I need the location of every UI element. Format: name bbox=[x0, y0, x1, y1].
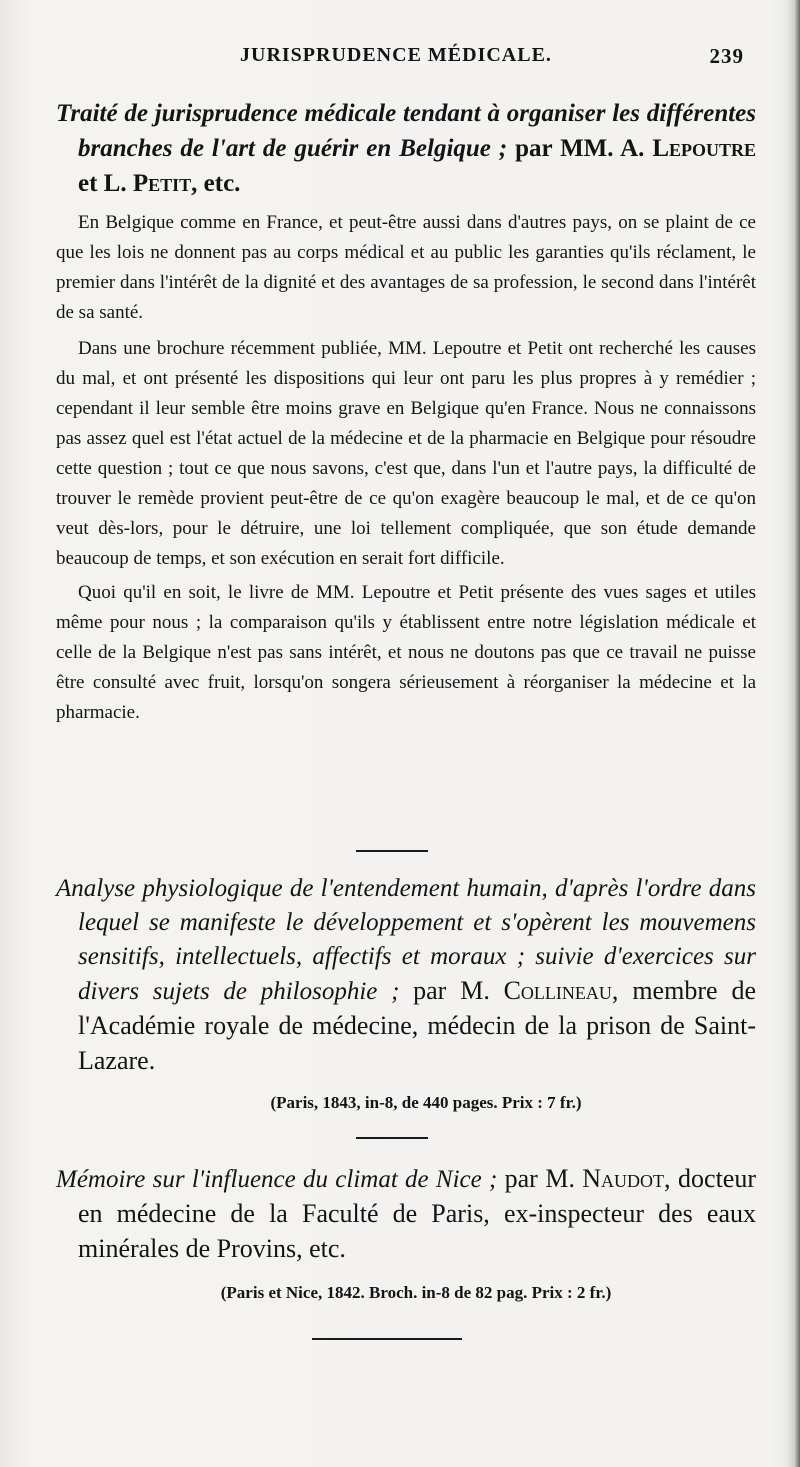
review1-title-block bbox=[56, 96, 756, 201]
review3-title-block bbox=[56, 1162, 756, 1267]
review2-publication: (Paris, 1843, in-8, de 440 pages. Prix : 7 fr.) bbox=[270, 1093, 582, 1112]
review3-author-desc: , docteur en médecine de la Faculté de Paris, ex-inspecteur des eaux minérales de Provins, etc. bbox=[78, 1164, 757, 1263]
section-divider bbox=[356, 850, 428, 852]
review1-paragraph: En Belgique comme en France, et peut-être aussi dans d'autres pays, on se plaint de ce que les lois ne donnent pas au corps médical et au public les garanties qu'ils réclament, le premier dans l'intérêt de la dignité et des avantages de sa profession, le second dans l'intérêt de sa santé. bbox=[56, 212, 756, 323]
closing-rule bbox=[312, 1338, 462, 1340]
review3-author: Naudot bbox=[582, 1164, 665, 1193]
review1-by-prefix: par MM. A. bbox=[515, 135, 645, 162]
review1-author2: Petit bbox=[132, 170, 192, 197]
review1-suffix: , etc. bbox=[191, 170, 241, 197]
page-number: 239 bbox=[709, 44, 744, 68]
review3-publication: (Paris et Nice, 1842. Broch. in-8 de 82 pag. Prix : 2 fr.) bbox=[220, 1283, 612, 1302]
review1-author1: Lepoutre bbox=[652, 135, 757, 162]
review1-title: Traité de jurisprudence médicale tendant à organiser les différentes branches de l'art de guérir en Belgique ; bbox=[56, 100, 756, 162]
review2-by-prefix: par M. bbox=[413, 976, 490, 1005]
review2-author: Collineau bbox=[503, 976, 612, 1005]
review1-body bbox=[56, 208, 756, 728]
review2-title: Analyse physiologique de l'entendement humain, d'après l'ordre dans lequel se manifeste le développement et s'opèrent les mouvemens sensitifs, intellectuels, affectifs et moraux ; suivie d'exercices sur divers sujets de philosophie ; bbox=[56, 875, 756, 1005]
review3-by-prefix: par M. bbox=[504, 1164, 575, 1193]
review3-title: Mémoire sur l'influence du climat de Nice ; bbox=[56, 1166, 498, 1193]
review-lepoutre-petit bbox=[56, 96, 756, 201]
review-naudot bbox=[56, 1162, 756, 1303]
review1-paragraph: Dans une brochure récemment publiée, MM. Lepoutre et Petit ont recherché les causes du mal, et ont présenté les dispositions qui leur ont paru les plus propres à y remédier ; cependant il leur semble être moins grave en Belgique qu'en France. Nous ne connaissons pas assez quel est l'état actuel de la médecine et de la pharmacie en Belgique pour résoudre cette question ; tout ce que nous savons, c'est que, dans l'un et l'autre pays, la difficulté de trouver le remède provient peut-être de ce qu'on exagère beaucoup le mal, et de ce qu'on veut dès-lors, pour le détruire, une loi tellement compliquée, que son étude demande beaucoup de temps, et son exécution en serait fort difficile. bbox=[56, 338, 756, 569]
review2-title-block bbox=[56, 872, 756, 1079]
running-title: JURISPRUDENCE MÉDICALE. bbox=[240, 44, 552, 66]
review2-author-desc: , membre de l'Académie royale de médecine, médecin de la prison de Saint-Lazare. bbox=[78, 976, 756, 1075]
page-edge-shadow bbox=[786, 0, 800, 1467]
review-collineau bbox=[56, 872, 756, 1113]
section-divider bbox=[356, 1137, 428, 1139]
review1-and: et L. bbox=[78, 170, 127, 197]
review1-paragraph: Quoi qu'il en soit, le livre de MM. Lepoutre et Petit présente des vues sages et utiles même pour nous ; la comparaison qu'ils y établissent entre notre législation médicale et celle de la Belgique n'est pas sans intérêt, et nous ne doutons pas que ce travail ne puisse être consulté avec fruit, lorsqu'on songera sérieusement à réorganiser la médecine et la pharmacie. bbox=[56, 582, 756, 723]
running-header bbox=[230, 40, 750, 76]
